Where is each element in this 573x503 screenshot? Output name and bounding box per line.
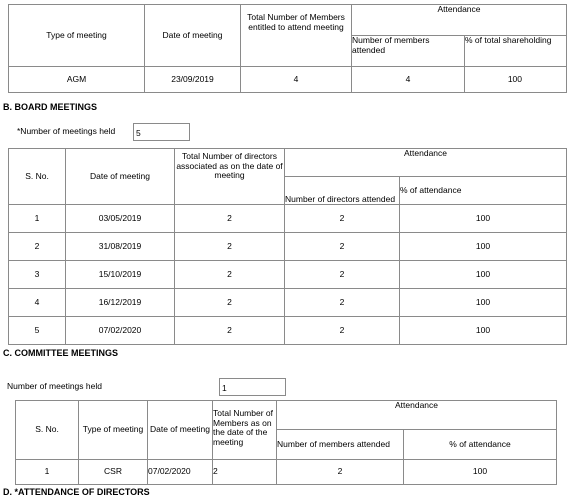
- col-header-attendance: Attendance: [277, 401, 557, 430]
- col-header-sno: S. No.: [9, 149, 66, 205]
- cell-total: 2: [175, 261, 285, 289]
- cell-date: 07/02/2020: [66, 317, 175, 345]
- cell-date: 07/02/2020: [148, 460, 213, 485]
- cell-attended: 2: [285, 289, 400, 317]
- cell-attended: 2: [285, 317, 400, 345]
- cell-percent: 100: [400, 205, 567, 233]
- col-header-members-attended: Number of members attended: [277, 430, 404, 460]
- cell-attended: 2: [285, 261, 400, 289]
- col-header-directors-attended: Number of directors attended: [285, 177, 400, 205]
- cell-attended: 2: [277, 460, 404, 485]
- cell-date: 15/10/2019: [66, 261, 175, 289]
- table-row: [9, 233, 567, 261]
- col-header-members-attended: Number of members attended: [352, 36, 465, 67]
- cell-sno: 5: [9, 317, 66, 345]
- col-header-type: Type of meeting: [9, 5, 145, 67]
- cell-total: 2: [175, 205, 285, 233]
- board-meetings-table: [8, 148, 567, 345]
- cell-percent: 100: [400, 261, 567, 289]
- committee-meetings-held-input[interactable]: 1: [219, 378, 286, 396]
- cell-date: 03/05/2019: [66, 205, 175, 233]
- col-header-date: Date of meeting: [145, 5, 241, 67]
- table-row: [9, 67, 567, 93]
- col-header-attendance: Attendance: [285, 149, 567, 177]
- cell-type: AGM: [9, 67, 145, 93]
- cell-total: 2: [175, 233, 285, 261]
- col-header-date: Date of meeting: [148, 401, 213, 460]
- cell-attended: 2: [285, 205, 400, 233]
- table-row: [9, 289, 567, 317]
- col-header-date: Date of meeting: [66, 149, 175, 205]
- general-meetings-table: [8, 4, 567, 93]
- cell-type: CSR: [79, 460, 148, 485]
- cell-percent: 100: [465, 67, 567, 93]
- col-header-attendance: Attendance: [352, 5, 567, 36]
- cell-sno: 2: [9, 233, 66, 261]
- table-row: [9, 205, 567, 233]
- cell-date: 16/12/2019: [66, 289, 175, 317]
- col-header-sno: S. No.: [16, 401, 79, 460]
- cell-total: 2: [175, 289, 285, 317]
- cell-sno: 1: [9, 205, 66, 233]
- col-header-total-members: Total Number of Members as on the date of the meeting: [213, 401, 277, 460]
- section-title-committee-meetings: C. COMMITTEE MEETINGS: [3, 348, 119, 358]
- col-header-total-directors: Total Number of directors associated as on the date of meeting: [175, 149, 285, 205]
- cell-sno: 1: [16, 460, 79, 485]
- col-header-percent-attendance: % of attendance: [400, 177, 567, 205]
- cell-total: 2: [213, 460, 277, 485]
- col-header-percent-shareholding: % of total shareholding: [465, 36, 567, 67]
- committee-meetings-table: [15, 400, 557, 485]
- table-row: [9, 261, 567, 289]
- col-header-total-members: Total Number of Members entitled to attend meeting: [241, 5, 352, 67]
- committee-meetings-held-label: Number of meetings held: [7, 381, 102, 391]
- cell-percent: 100: [404, 460, 557, 485]
- cell-percent: 100: [400, 289, 567, 317]
- cell-sno: 4: [9, 289, 66, 317]
- table-row: [9, 317, 567, 345]
- col-header-type: Type of meeting: [79, 401, 148, 460]
- cell-attended: 2: [285, 233, 400, 261]
- cell-sno: 3: [9, 261, 66, 289]
- board-meetings-held-label: *Number of meetings held: [17, 126, 116, 136]
- cell-percent: 100: [400, 317, 567, 345]
- cell-total: 4: [241, 67, 352, 93]
- section-title-directors-attendance: D. *ATTENDANCE OF DIRECTORS: [3, 487, 150, 497]
- section-title-board-meetings: B. BOARD MEETINGS: [3, 102, 98, 112]
- board-meetings-held-input[interactable]: 5: [133, 123, 190, 141]
- cell-total: 2: [175, 317, 285, 345]
- cell-attended: 4: [352, 67, 465, 93]
- cell-date: 31/08/2019: [66, 233, 175, 261]
- table-row: [16, 460, 557, 485]
- cell-percent: 100: [400, 233, 567, 261]
- cell-date: 23/09/2019: [145, 67, 241, 93]
- col-header-percent-attendance: % of attendance: [404, 430, 557, 460]
